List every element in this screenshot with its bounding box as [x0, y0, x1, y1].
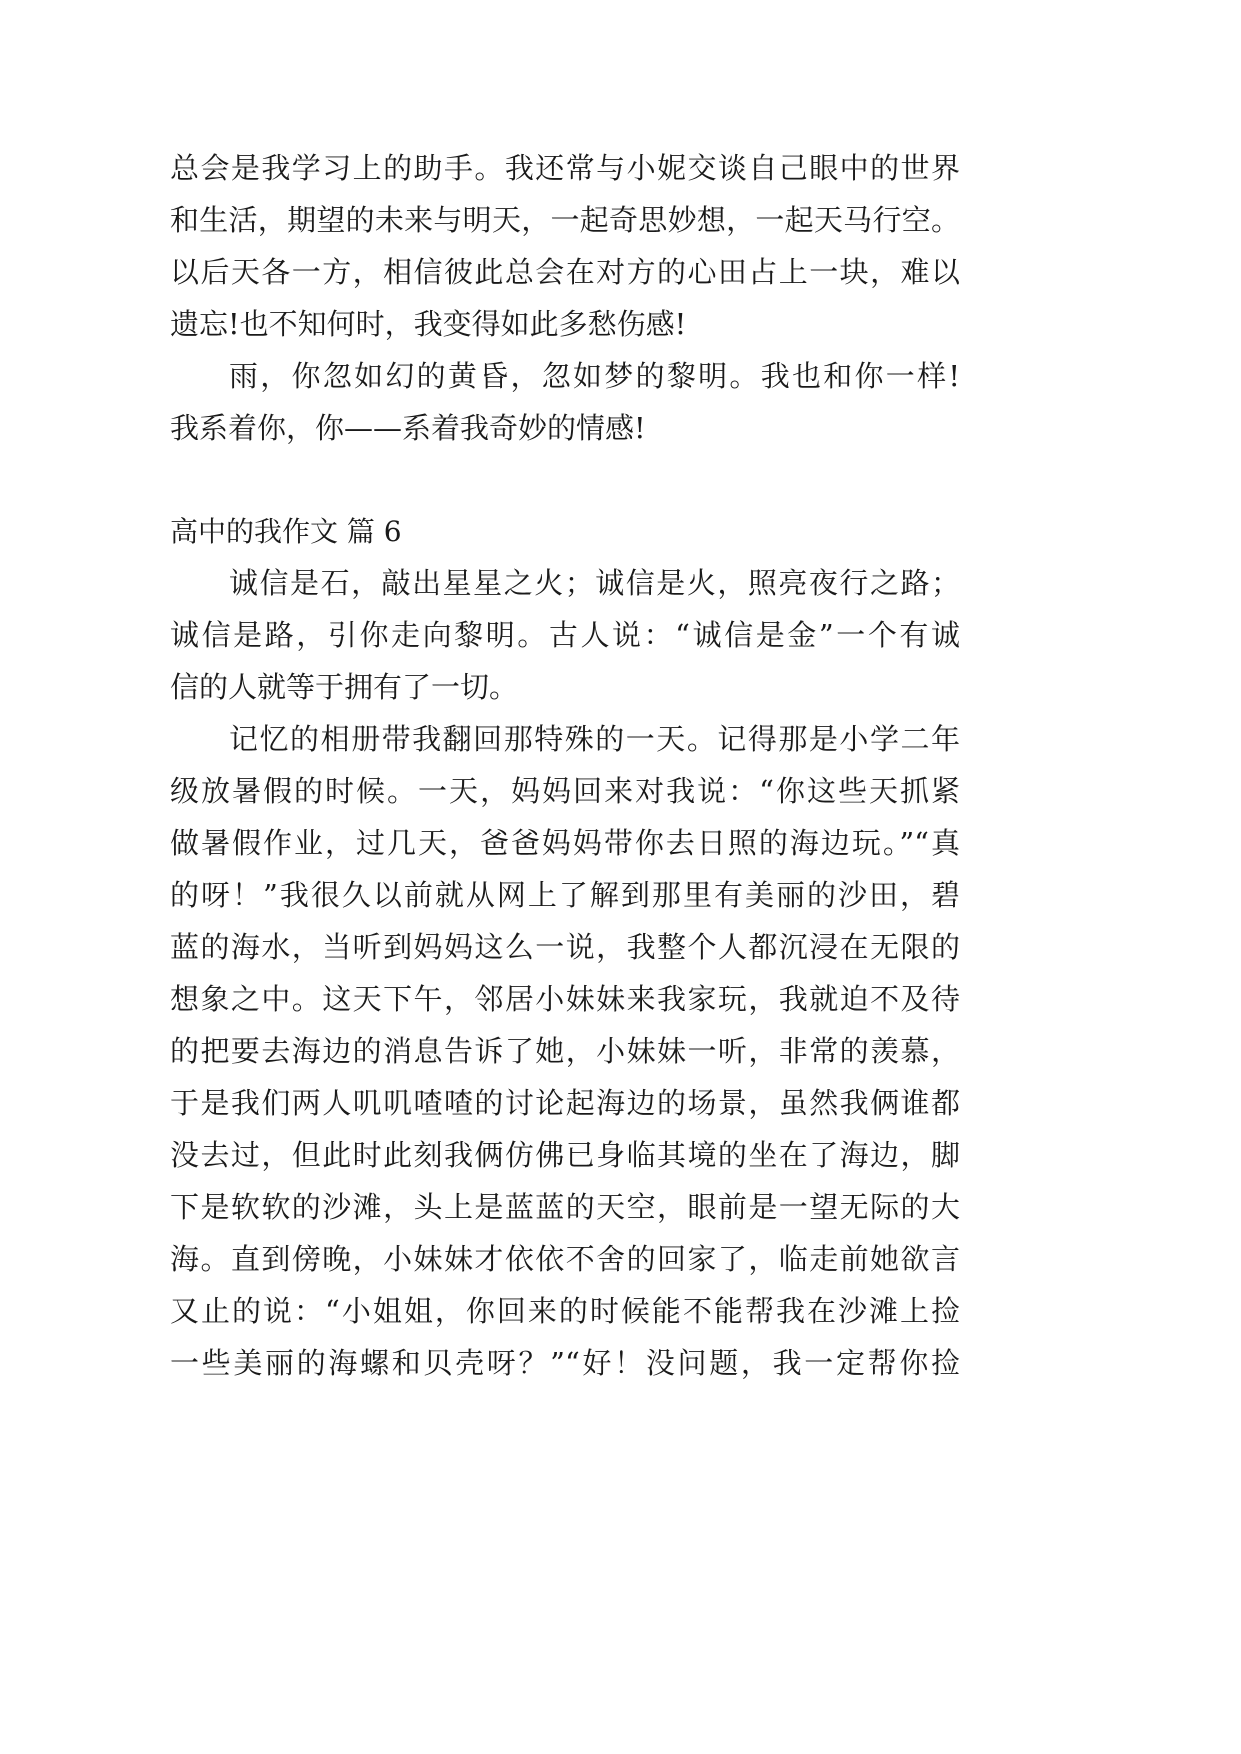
- paragraph-line: 的把要去海边的消息告诉了她，小妹妹一听，非常的羡慕，: [170, 1034, 960, 1068]
- paragraph-line: 遗忘!也不知何时，我变得如此多愁伤感!: [170, 307, 687, 341]
- paragraph-line: 蓝的海水，当听到妈妈这么一说，我整个人都沉浸在无限的: [170, 930, 960, 964]
- paragraph-line: 级放暑假的时候。一天，妈妈回来对我说：“你这些天抓紧: [170, 774, 960, 808]
- paragraph-line: 又止的说：“小姐姐，你回来的时候能不能帮我在沙滩上捡: [170, 1294, 960, 1328]
- paragraph-line: 于是我们两人叽叽喳喳的讨论起海边的场景，虽然我俩谁都: [170, 1086, 960, 1120]
- paragraph-line: 一些美丽的海螺和贝壳呀？”“好！没问题，我一定帮你捡: [170, 1346, 960, 1380]
- paragraph-line: 记忆的相册带我翻回那特殊的一天。记得那是小学二年: [229, 722, 960, 756]
- paragraph-line: 以后天各一方，相信彼此总会在对方的心田占上一块，难以: [170, 255, 960, 289]
- paragraph-line: 海。直到傍晚，小妹妹才依依不舍的回家了，临走前她欲言: [170, 1242, 960, 1276]
- paragraph-line: 的呀！”我很久以前就从网上了解到那里有美丽的沙田，碧: [170, 878, 960, 912]
- paragraph-line: 没去过，但此时此刻我俩仿佛已身临其境的坐在了海边，脚: [170, 1138, 960, 1172]
- paragraph-line: 诚信是石，敲出星星之火；诚信是火，照亮夜行之路；: [229, 566, 960, 600]
- paragraph-line: 和生活，期望的未来与明天，一起奇思妙想，一起天马行空。: [170, 203, 960, 237]
- paragraph-line: 我系着你，你——系着我奇妙的情感!: [170, 411, 646, 445]
- paragraph-line: 想象之中。这天下午，邻居小妹妹来我家玩，我就迫不及待: [170, 982, 960, 1016]
- paragraph-line: 做暑假作业，过几天，爸爸妈妈带你去日照的海边玩。”“真: [170, 826, 960, 860]
- paragraph-line: 下是软软的沙滩，头上是蓝蓝的天空，眼前是一望无际的大: [170, 1190, 960, 1224]
- section-heading: 高中的我作文 篇 6: [170, 515, 402, 548]
- paragraph-line: 总会是我学习上的助手。我还常与小妮交谈自己眼中的世界: [170, 151, 960, 185]
- paragraph-line: 信的人就等于拥有了一切。: [170, 670, 519, 704]
- paragraph-line: 雨，你忽如幻的黄昏，忽如梦的黎明。我也和你一样!: [229, 359, 960, 393]
- paragraph-line: 诚信是路，引你走向黎明。古人说：“诚信是金”一个有诚: [170, 618, 960, 652]
